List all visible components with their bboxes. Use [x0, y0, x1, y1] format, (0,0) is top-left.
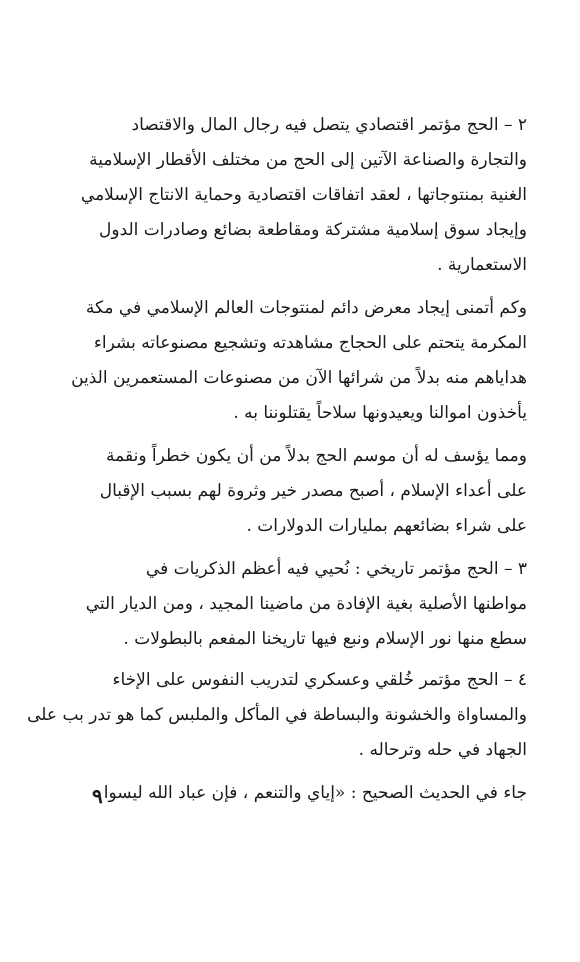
text-line: الاستعمارية . — [437, 255, 527, 275]
text-line: جاء في الحديث الصحيح : «إياي والتنعم ، فإن عباد الله ليسوا — [103, 783, 527, 803]
text-line: والمساواة والخشونة والبساطة في المأكل والملبس كما هو تدر بب على — [27, 705, 527, 725]
text-line: هداياهم منه بدلاً من شرائها الآن من مصنوعات المستعمرين الذين — [71, 368, 527, 388]
paragraph-economic-conference — [80, 108, 527, 283]
paragraph-exhibition-wish — [71, 291, 527, 431]
text-line: على أعداء الإسلام ، أصبح مصدر خير وثروة لهم بسبب الإقبال — [99, 481, 527, 501]
paragraph-regret — [92, 439, 527, 544]
paragraph-hadith — [92, 776, 527, 811]
paragraph-historical-conference — [85, 552, 527, 657]
text-line: المكرمة يتحتم على الحجاج مشاهدته وتشجيع مصنوعاته بشراء — [93, 333, 527, 353]
body-text — [27, 108, 527, 811]
text-line: وكم أتمنى إيجاد معرض دائم لمنتوجات العالم الإسلامي في مكة — [85, 298, 527, 318]
text-line: الغنية بمنتوجاتها ، لعقد اتفاقات اقتصادية وحماية الانتاج الإسلامي — [80, 185, 527, 205]
text-line: ٢ – الحج مؤتمر اقتصادي يتصل فيه رجال المال والاقتصاد — [131, 115, 527, 135]
text-line: والتجارة والصناعة الآتين إلى الحج من مختلف الأقطار الإسلامية — [89, 150, 527, 170]
text-line: وإيجاد سوق إسلامية مشتركة ومقاطعة بضائع وصادرات الدول — [99, 220, 527, 240]
page-number: ٩ — [92, 784, 103, 808]
text-line: الجهاد في حله وترحاله . — [358, 740, 527, 760]
text-line: مواطنها الأصلية بغية الإفادة من ماضينا المجيد ، ومن الديار التي — [85, 594, 527, 614]
text-line: ٤ – الحج مؤتمر خُلقي وعسكري لتدريب النفوس على الإخاء — [112, 670, 527, 690]
text-line: يأخذون اموالنا ويعيدونها سلاحاً يقتلوننا به . — [233, 403, 527, 423]
text-line: على شراء بضائعهم بمليارات الدولارات . — [246, 516, 527, 536]
text-line: سطع منها نور الإسلام ونبع فيها تاريخنا المفعم بالبطولات . — [123, 629, 527, 649]
text-line: ومما يؤسف له أن موسم الحج بدلاً من أن يكون خطراً ونقمة — [106, 446, 527, 466]
paragraph-moral-military-conference — [27, 663, 527, 768]
text-line: ٣ – الحج مؤتمر تاريخي : نُحيي فيه أعظم الذكريات في — [145, 559, 527, 579]
